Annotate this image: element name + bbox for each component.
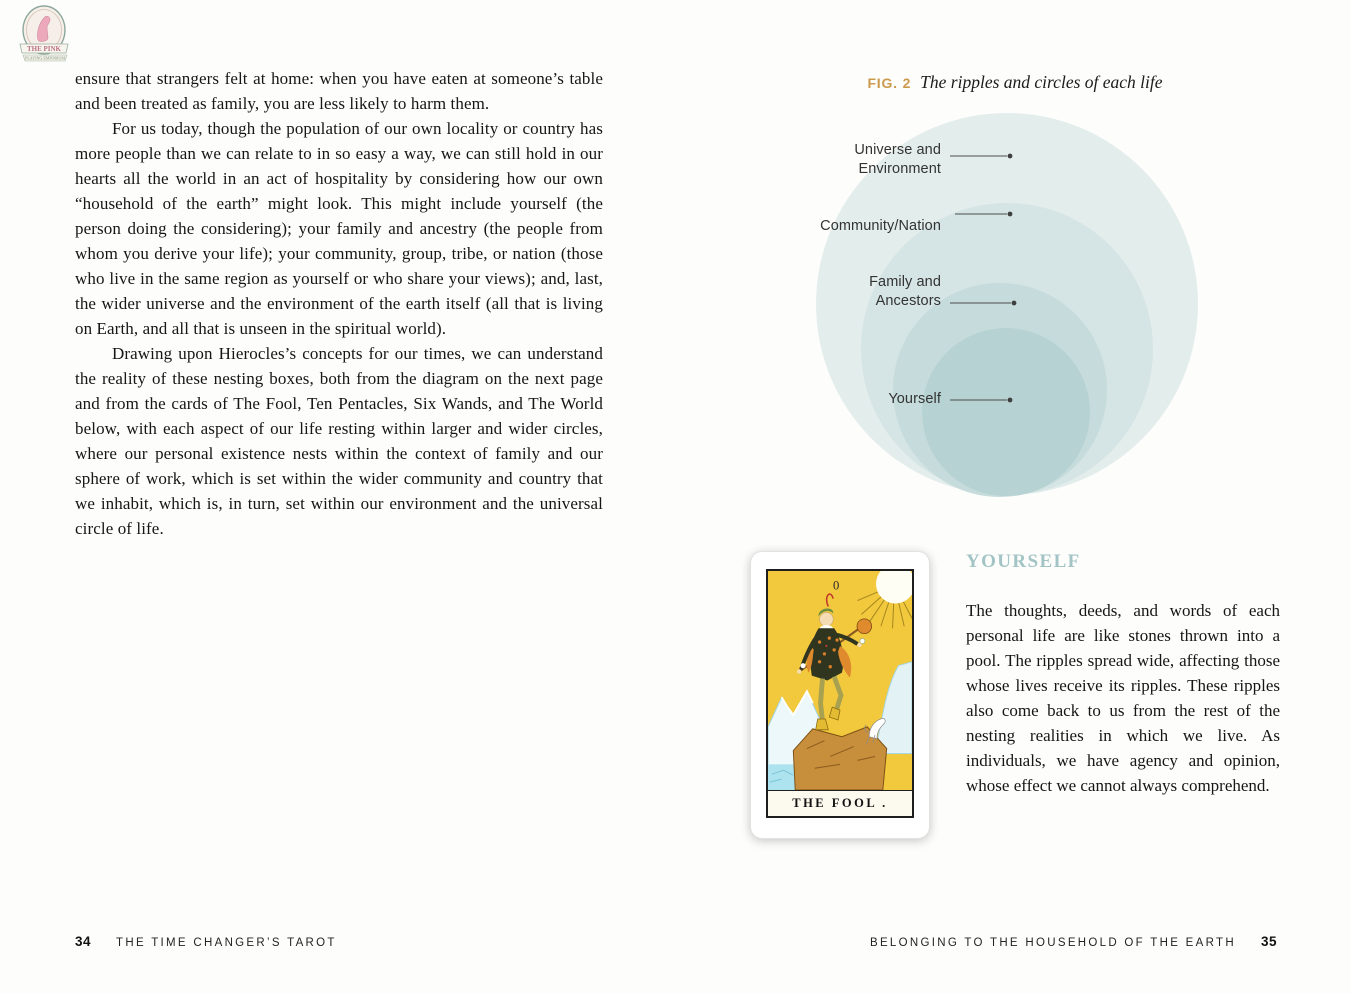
footer-left xyxy=(75,934,337,949)
figure-label: FIG. 2 xyxy=(867,75,912,91)
tarot-card xyxy=(750,551,930,839)
running-title-right: BELONGING TO THE HOUSEHOLD OF THE EARTH xyxy=(869,937,1236,949)
paragraph: For us today, though the population of our own locality or country has more people than we can relate to in so easy a way, we can still hold in our hearts all the world in an act of hospitality by considering how our own “household of the earth” might look. This might include yourself (the person doing the considering); your family and ancestry (the people from whom you derive your life); your community, group, tribe, or nation (those who live in the same region as yourself or who share your views); and, last, the wider universe and the environment of the earth itself (all that is living on Earth, and all that is unseen in the spiritual world). xyxy=(75,119,603,338)
diagram-label-community: Community/Nation xyxy=(820,218,941,234)
figure-title: The ripples and circles of each life xyxy=(920,72,1163,92)
yourself-section xyxy=(966,551,1280,798)
diagram-label-universe: Universe and Environment xyxy=(854,142,941,177)
section-body: The thoughts, deeds, and words of each personal life are like stones thrown into a pool. The ripples spread wide, affecting those whose lives receive its ripples. These ripples also come back to us from the rest of the nesting realities in which we live. As individuals, we have agency and opinion, whose effect we cannot always comprehend. xyxy=(966,601,1280,795)
the-fool-illustration xyxy=(768,571,912,790)
card-title: THE FOOL . xyxy=(768,790,912,816)
paragraph: Drawing upon Hierocles’s concepts for our times, we can understand the reality of these nesting boxes, both from the diagram on the next page and from the cards of The Fool, Ten Pentacles, Six Wands, and The World below, with each aspect of our life resting within larger and wider circles, where our personal existence nests within the context of family and our sphere of work, which is set within the wider community and country that we inhabit, which is, in turn, set within our environment and the universal circle of life. xyxy=(75,344,603,538)
section-heading: YOURSELF xyxy=(966,551,1081,572)
figure-caption xyxy=(750,72,1280,93)
page-number-right: 35 xyxy=(1260,934,1277,949)
logo-line1: THE PINK xyxy=(26,45,62,53)
diagram-circle-yourself xyxy=(922,328,1090,496)
card-frame xyxy=(766,569,914,818)
bundle-icon xyxy=(857,619,872,634)
diagram-label-family: Family and Ancestors xyxy=(869,274,941,309)
footer-right xyxy=(870,934,1277,949)
diagram-label-yourself: Yourself xyxy=(888,391,941,407)
head xyxy=(820,612,834,626)
publisher-logo-icon xyxy=(10,4,80,74)
running-title-left: THE TIME CHANGER’S TAROT xyxy=(116,937,337,949)
page-number-left: 34 xyxy=(75,934,92,949)
white-rose-icon xyxy=(860,638,865,643)
card-numeral: 0 xyxy=(832,578,840,593)
paragraph: ensure that strangers felt at home: when you have eaten at someone’s table and been treated as family, you are less likely to harm them. xyxy=(75,69,603,113)
logo-line2: PLAYING EMPORIUM xyxy=(25,55,65,61)
body-text-column xyxy=(75,66,603,541)
